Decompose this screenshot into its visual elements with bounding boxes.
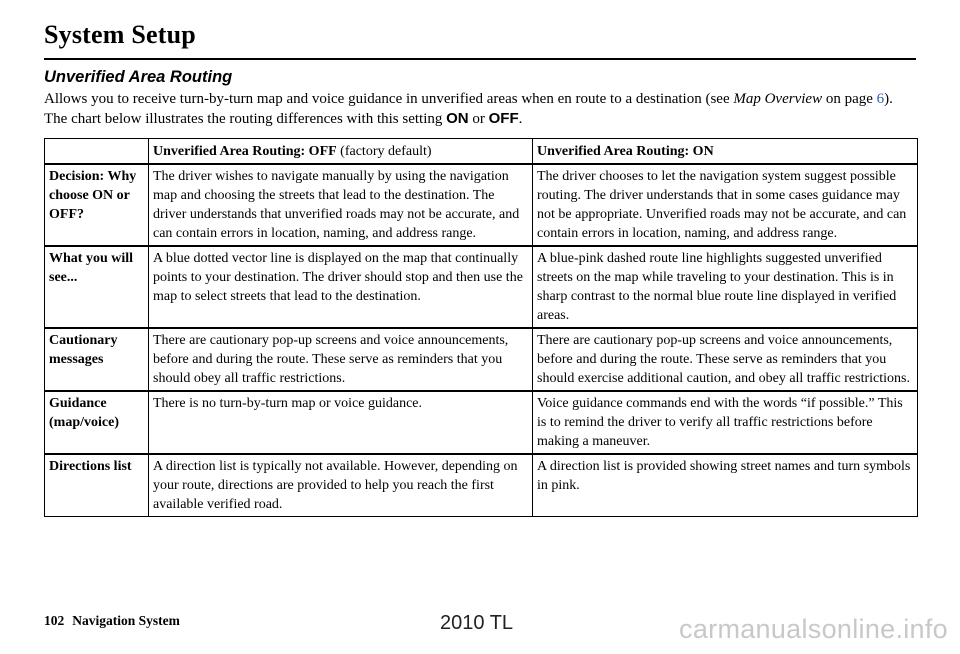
row-label-guidance: Guidance (map/voice) [45,391,149,454]
intro-or: or [468,111,489,127]
header-off [149,139,533,165]
table-row [45,164,918,246]
table-row [45,391,918,454]
intro-paragraph [44,89,904,129]
page-number: 102 [44,613,65,628]
cell-off: The driver wishes to navigate manually by using the navigation map and choosing the streets that lead to the destination. The driver understands that unverified roads may not be accurate, and can contain errors in location, naming, and address range. [149,164,533,246]
cell-off: There is no turn-by-turn map or voice guidance. [149,391,533,454]
model-watermark: 2010 TL [440,612,514,634]
book-title: Navigation System [72,613,180,628]
table-row [45,246,918,328]
intro-end: . [518,111,523,127]
setting-off-label: OFF [488,110,519,127]
cell-on: There are cautionary pop-up screens and voice announcements, before and during the route. These serve as reminders that you should exercise additional caution, and obey all traffic restrictions. [533,328,918,391]
header-on-label: Unverified Area Routing: ON [537,144,714,159]
cell-on: A direction list is provided showing street names and turn symbols in pink. [533,454,918,517]
header-corner-cell [45,139,149,165]
intro-text-after: ). The chart below illustrates the routing differences with this setting [44,91,893,127]
table-row [45,454,918,517]
header-off-label: Unverified Area Routing: OFF [153,144,337,159]
cell-off: There are cautionary pop-up screens and voice announcements, before and during the route. These serve as reminders that you should obey all traffic restrictions. [149,328,533,391]
row-label-what-you-see: What you will see... [45,246,149,328]
table-header-row [45,139,918,165]
row-label-decision: Decision: Why choose ON or OFF? [45,164,149,246]
site-watermark: carmanualsonline.info [679,614,948,644]
intro-ref-title: Map Overview [733,91,823,107]
routing-comparison-table [44,138,918,517]
intro-text-before: Allows you to receive turn-by-turn map and voice guidance in unverified areas when en route to a destination (see [44,91,734,107]
cell-on: The driver chooses to let the navigation system suggest possible routing. The driver understands that in some cases guidance may not be appropriate. Unverified roads may not be accurate, and can contain errors in location, naming, and address range. [533,164,918,246]
cell-off: A direction list is typically not available. However, depending on your route, directions are provided to help you reach the first available verified road. [149,454,533,517]
cell-on: Voice guidance commands end with the words “if possible.” This is to remind the driver to verify all traffic restrictions before making a maneuver. [533,391,918,454]
setting-on-label: ON [446,110,469,127]
page-title: System Setup [44,20,196,49]
table-row [45,328,918,391]
page-link[interactable]: 6 [876,91,885,107]
cell-on: A blue-pink dashed route line highlights suggested unverified streets on the map while traveling to your destination. This is in sharp contrast to the normal blue route line displayed in verified areas. [533,246,918,328]
cell-off: A blue dotted vector line is displayed on the map that continually points to your destination. The driver should stop and then use the map to select streets that lead to the destination. [149,246,533,328]
title-divider [44,58,916,60]
page-footer [44,613,180,629]
header-off-note: (factory default) [336,144,432,159]
section-heading: Unverified Area Routing [44,68,233,86]
intro-on-page: on page [822,91,877,107]
header-on [533,139,918,165]
row-label-cautionary: Cautionary messages [45,328,149,391]
row-label-directions: Directions list [45,454,149,517]
